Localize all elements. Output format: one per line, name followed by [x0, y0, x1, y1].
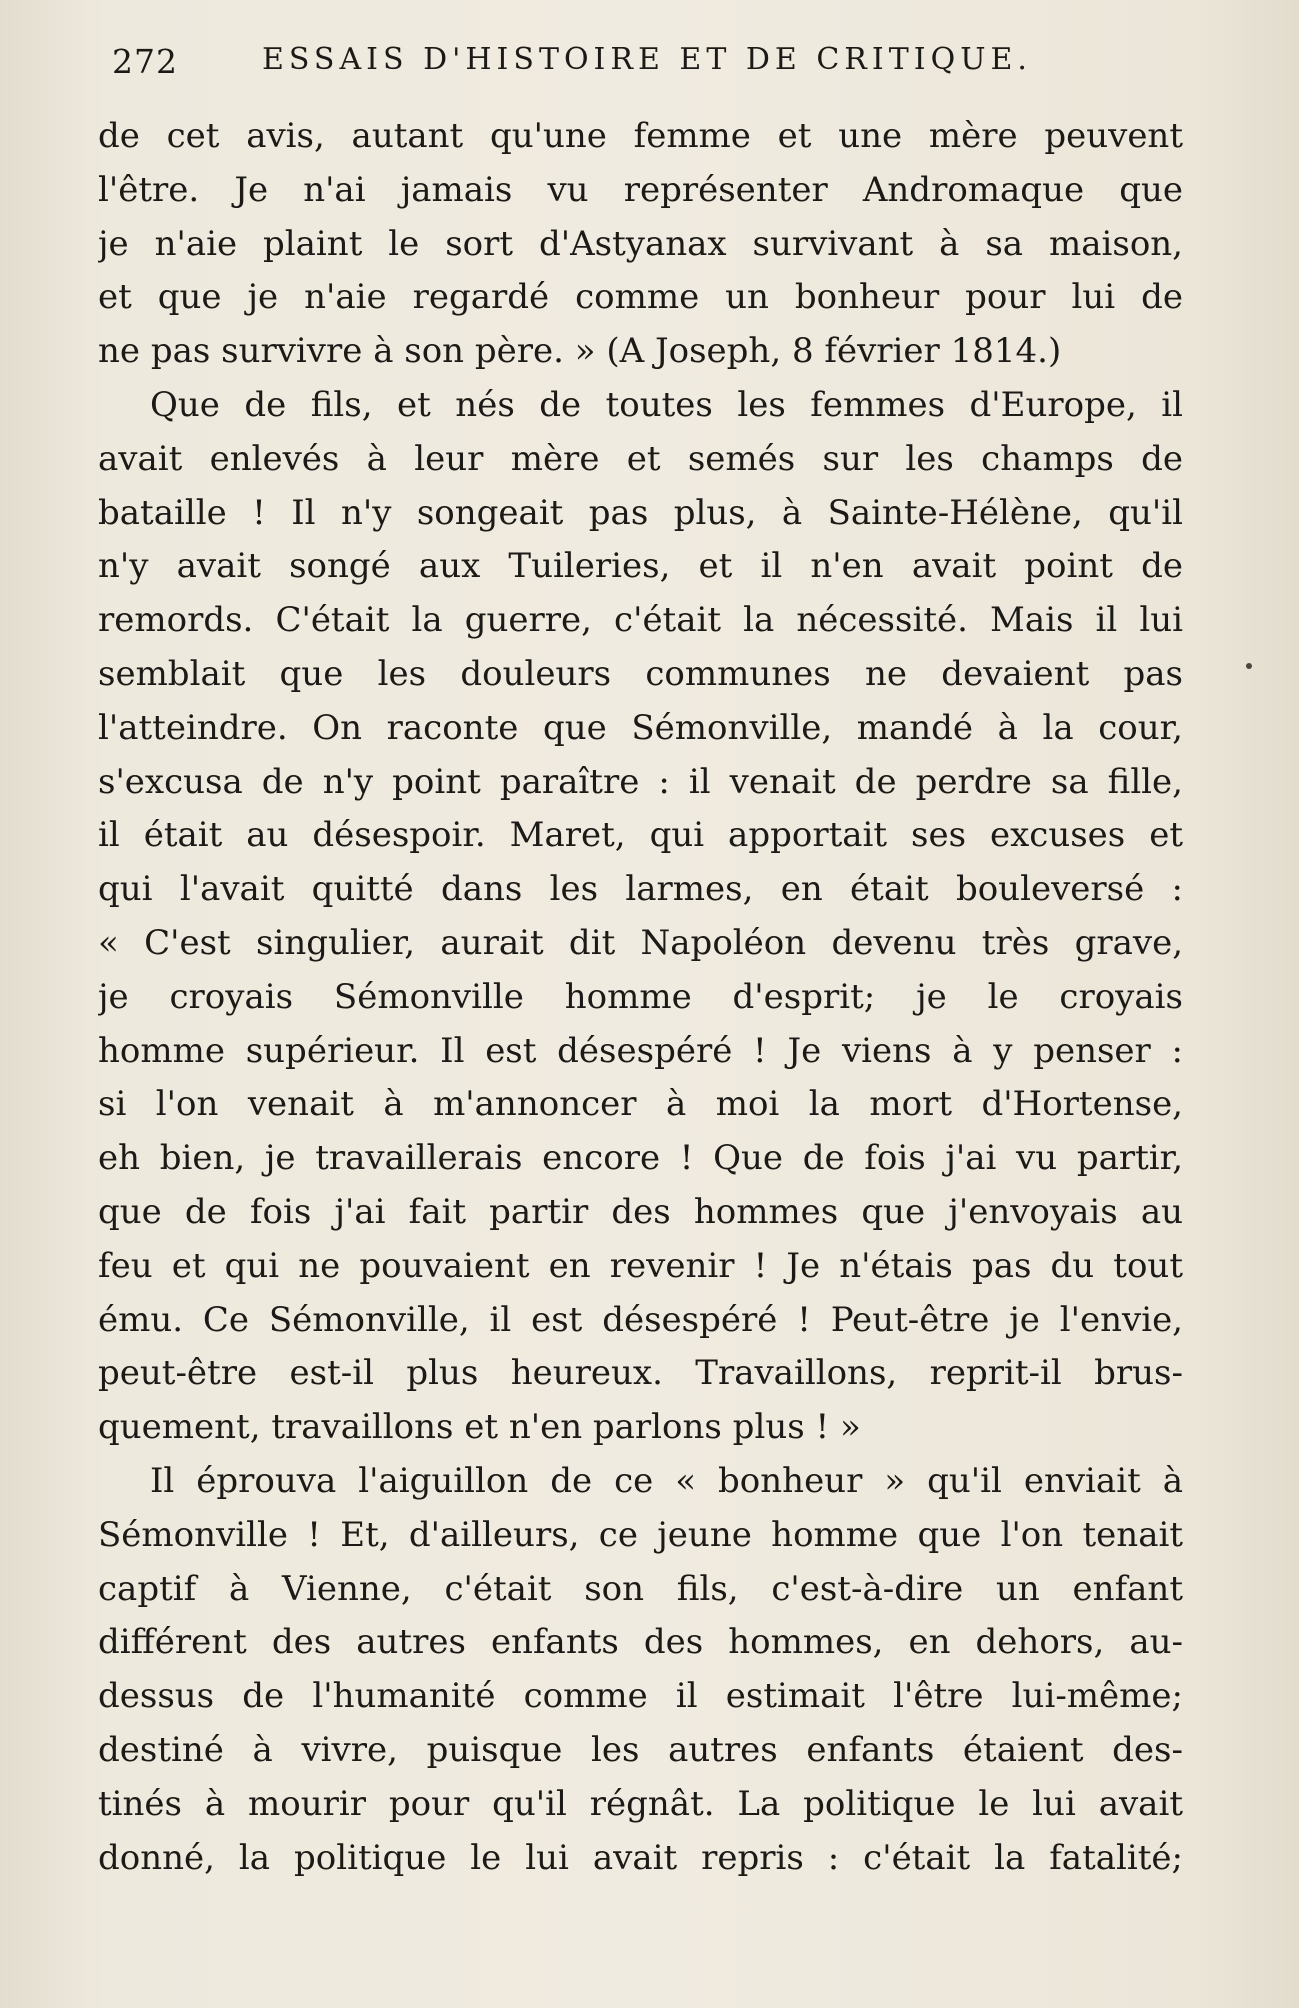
text-line: l'être. Je n'ai jamais vu représenter Andromaque que [98, 169, 1183, 210]
paragraph-start-line: Il éprouva l'aiguillon de ce « bonheur » qu'il enviait à [150, 1460, 1183, 1501]
text-line: quement, travaillons et n'en parlons plus ! » [98, 1407, 861, 1448]
text-line: l'atteindre. On raconte que Sémonville, mandé à la cour, [98, 707, 1183, 748]
text-line: remords. C'était la guerre, c'était la nécessité. Mais il lui [98, 600, 1183, 641]
text-line: il était au désespoir. Maret, qui apportait ses excuses et [98, 815, 1183, 856]
text-line: avait enlevés à leur mère et semés sur les champs de [98, 438, 1183, 479]
text-line: bataille ! Il n'y songeait pas plus, à Sainte-Hélène, qu'il [98, 492, 1183, 533]
text-line: « C'est singulier, aurait dit Napoléon devenu très grave, [98, 922, 1183, 963]
page-header [0, 38, 1299, 88]
text-line: je n'aie plaint le sort d'Astyanax survivant à sa maison, [98, 223, 1183, 264]
text-line: ne pas survivre à son père. » (A Joseph, 8 février 1814.) [98, 331, 1062, 372]
text-line: donné, la politique le lui avait repris : c'était la fatalité; [98, 1837, 1183, 1878]
text-line: et que je n'aie regardé comme un bonheur pour lui de [98, 277, 1183, 318]
page-number: 272 [112, 42, 178, 81]
text-line: que de fois j'ai fait partir des hommes que j'envoyais au [98, 1191, 1183, 1232]
text-line: différent des autres enfants des hommes, en dehors, au- [98, 1622, 1183, 1663]
text-line: je croyais Sémonville homme d'esprit; je le croyais [98, 976, 1183, 1017]
text-line: n'y avait songé aux Tuileries, et il n'en avait point de [98, 546, 1183, 587]
text-line: semblait que les douleurs communes ne devaient pas [98, 653, 1183, 694]
paragraph-start-line: Que de fils, et nés de toutes les femmes d'Europe, il [150, 384, 1183, 425]
text-line: s'excusa de n'y point paraître : il venait de perdre sa fille, [98, 761, 1183, 802]
body-text [98, 110, 1183, 1885]
text-line: captif à Vienne, c'était son fils, c'est-à-dire un enfant [98, 1568, 1183, 1609]
running-head: ESSAIS D'HISTOIRE ET DE CRITIQUE. [262, 42, 1032, 77]
text-line: si l'on venait à m'annoncer à moi la mort d'Hortense, [98, 1084, 1183, 1125]
text-line: Sémonville ! Et, d'ailleurs, ce jeune homme que l'on tenait [98, 1514, 1183, 1555]
text-line: tinés à mourir pour qu'il régnât. La politique le lui avait [98, 1783, 1183, 1824]
text-line: dessus de l'humanité comme il estimait l'être lui-même; [98, 1676, 1183, 1717]
text-line: eh bien, je travaillerais encore ! Que de fois j'ai vu partir, [98, 1138, 1183, 1179]
text-line: homme supérieur. Il est désespéré ! Je viens à y penser : [98, 1030, 1183, 1071]
text-line: destiné à vivre, puisque les autres enfants étaient des- [98, 1729, 1183, 1770]
text-line: qui l'avait quitté dans les larmes, en était bouleversé : [98, 869, 1183, 910]
ink-speck [1246, 663, 1252, 669]
text-line: peut-être est-il plus heureux. Travaillons, reprit-il brus- [98, 1353, 1183, 1394]
text-line: ému. Ce Sémonville, il est désespéré ! Peut-être je l'envie, [98, 1299, 1183, 1340]
text-line: feu et qui ne pouvaient en revenir ! Je n'étais pas du tout [98, 1245, 1183, 1286]
text-line: de cet avis, autant qu'une femme et une mère peuvent [98, 116, 1183, 156]
